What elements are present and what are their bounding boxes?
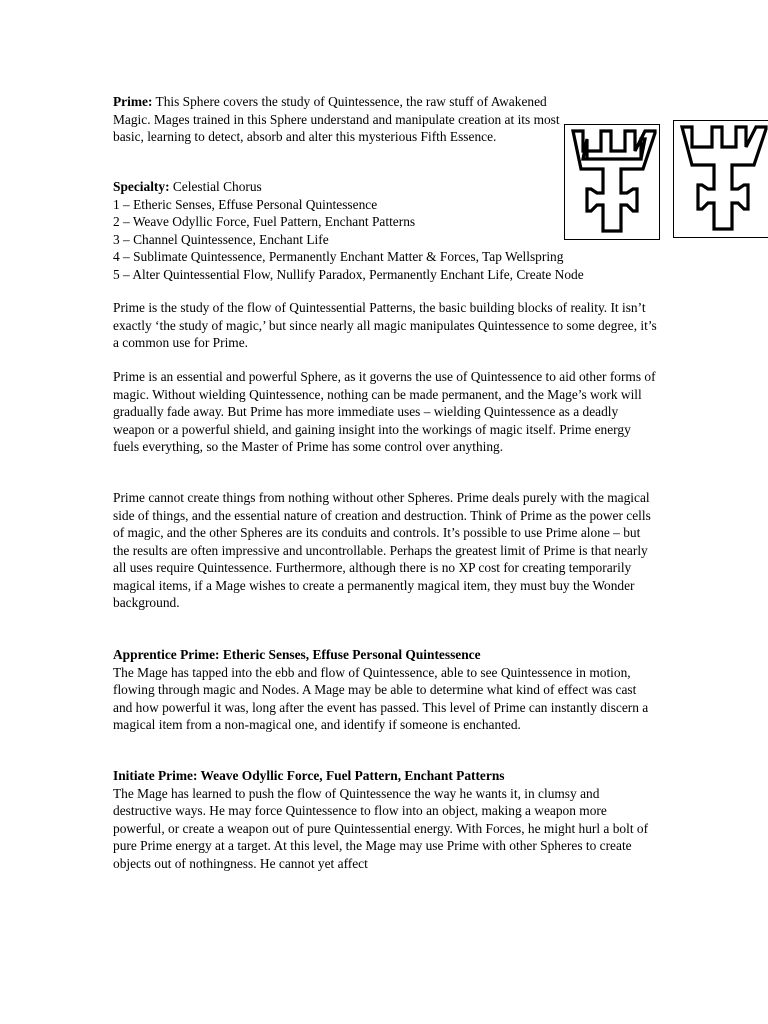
specialty-level-5: 5 – Alter Quintessential Flow, Nullify Paradox, Permanently Enchant Life, Create Node	[113, 266, 584, 282]
intro-label: Prime:	[113, 94, 153, 109]
body-paragraph: Prime is an essential and powerful Sphere, as it governs the use of Quintessence to aid other forms of magic. Without wielding Quintessence, nothing can be made permanent, and the Mage’s work will gradually fade away. But Prime has more immediate uses – wielding Quintessence as a deadly weapon or a powerful shield, and gaining insight into the workings of magic itself. Prime energy fuels everything, so the Master of Prime has some control over anything.	[113, 369, 656, 454]
specialty-level-2: 2 – Weave Odyllic Force, Fuel Pattern, Enchant Patterns	[113, 214, 416, 229]
initiate-section	[113, 767, 658, 872]
specialty-level-3: 3 – Channel Quintessence, Enchant Life	[113, 231, 329, 247]
specialty-section	[113, 178, 673, 283]
body-paragraph: Prime is the study of the flow of Quintessential Patterns, the basic building blocks of reality. It isn’t exactly ‘the study of magic,’ but since nearly all magic manipulates Quintessence to some degree, it’s a common use for Prime.	[113, 300, 657, 350]
initiate-heading: Initiate Prime: Weave Odyllic Force, Fuel Pattern, Enchant Patterns	[113, 768, 505, 783]
specialty-level-4: 4 – Sublimate Quintessence, Permanently Enchant Matter & Forces, Tap Wellspring	[113, 249, 564, 264]
apprentice-heading: Apprentice Prime: Etheric Senses, Effuse Personal Quintessence	[113, 647, 481, 662]
body-paragraph: Prime cannot create things from nothing without other Spheres. Prime deals purely with the magical side of things, and the essential nature of creation and destruction. Think of Prime as the power cells of magic, and the other Spheres are its conduits and controls. It’s possible to use Prime alone – but the results are often impressive and uncontrollable. Perhaps the greatest limit of Prime is that nearly all uses require Quintessence. Furthermore, although there is no XP cost for creating temporarily magical items, if a Mage wishes to create a permanently magical item, they must buy the Wonder background.	[113, 490, 651, 610]
specialty-label: Specialty:	[113, 179, 170, 194]
prime-sphere-symbol-icon	[673, 120, 768, 238]
initiate-text: The Mage has learned to push the flow of Quintessence the way he wants it, in clumsy and destructive ways. He may force Quintessence to flow into an object, making a weapon more powerful, or create a weapon out of pure Quintessential energy. With Forces, he might hurl a bolt of pure Prime energy at a target. At this level, the Mage may use Prime with other Spheres to create objects out of nothingness. He cannot yet affect	[113, 785, 649, 871]
intro-text: This Sphere covers the study of Quintessence, the raw stuff of Awakened Magic. Mages trained in this Sphere understand and manipulate creation at its most basic, learning to detect, absorb and alter this mysterious Fifth Essence.	[113, 94, 560, 144]
specialty-text: Celestial Chorus	[169, 179, 262, 194]
specialty-level-1: 1 – Etheric Senses, Effuse Personal Quintessence	[113, 196, 378, 212]
apprentice-section	[113, 646, 658, 734]
intro-paragraph	[113, 93, 563, 146]
apprentice-text: The Mage has tapped into the ebb and flow of Quintessence, able to see Quintessence in motion, flowing through magic and Nodes. A Mage may be able to determine what kind of effect was cast and how powerful it was, long after the event has passed. This level of Prime can instantly discern a magical item from a non-magical one, and identify if someone is enchanted.	[113, 664, 649, 732]
